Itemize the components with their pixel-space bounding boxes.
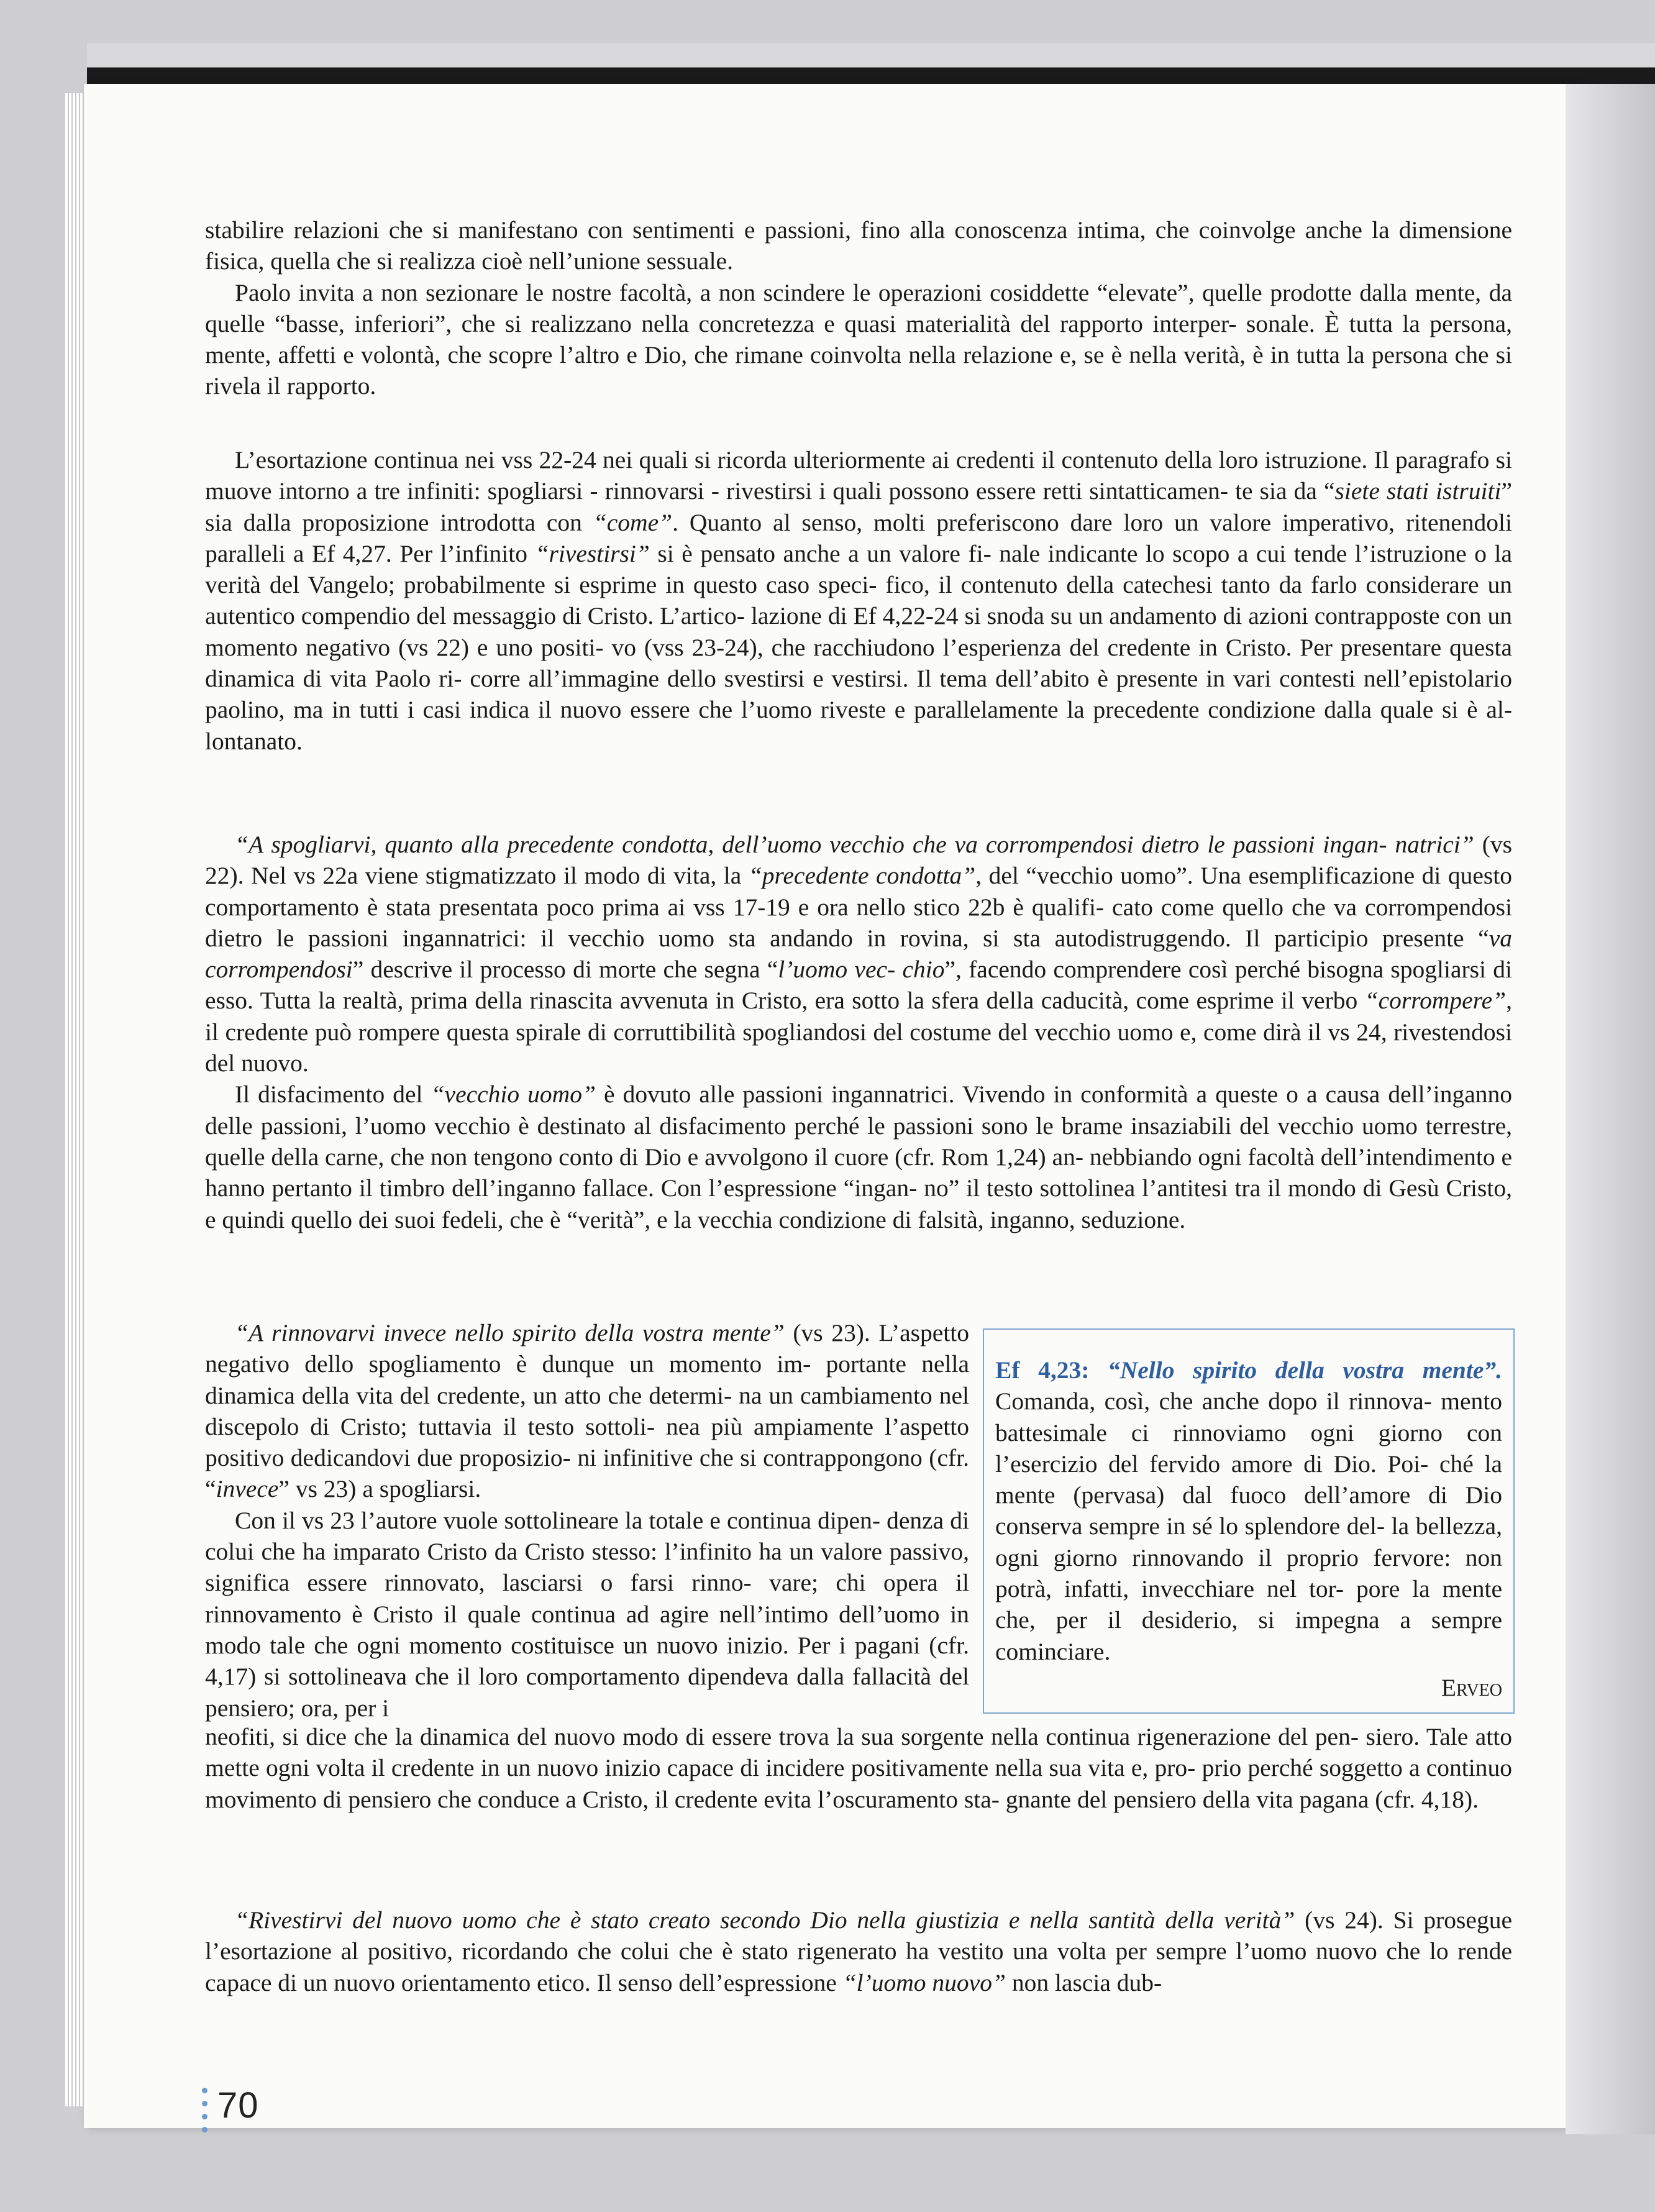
text-run: , il credente può rompere questa spirale di corruttibilità spogliandosi del costume del vecchio uomo e, come dirà il vs 24, rivestendosi del nuovo. — [205, 987, 1512, 1077]
text-run: si è pensato anche a un valore fi- nale indicante lo scopo a cui tende l’istruzione o la verità del Vangelo; probabilmente si esprime in questo caso speci- fico, il contenuto della catechesi tanto da farlo considerare un autentico compendio del messaggio di Cristo. L’artico- lazione di Ef 4,22-24 si snoda su un andamento di azioni contrapposte con un momento negativo (vs 22) e uno positi- vo (vss 23-24), che racchiudono l’esperienza del credente in Cristo. Per presentare questa dinamica di vita Paolo ri- corre all’immagine dello svestirsi e vestirsi. Il tema dell’abito è presente in vari contesti nell’epistolario paolino, ma in tutti i casi indica il nuovo essere che l’uomo riveste e parallelamente la precedente condizione dalla quale si è al- lontanato. — [205, 539, 1512, 755]
italic-text: “corrompere” — [1364, 987, 1507, 1015]
paragraph — [205, 1505, 969, 1724]
text-block-4 — [205, 1721, 1512, 1815]
text-run: ” vs 23) a spogliarsi. — [278, 1475, 481, 1503]
italic-text: siete stati istruiti — [1334, 477, 1502, 505]
text-block-1 — [205, 214, 1512, 402]
paragraph-list — [205, 1904, 1512, 1998]
paragraph-list — [205, 444, 1512, 757]
text-run: (vs 23). L’aspetto negativo dello spogliamento è dunque un momento im- portante nella dinamica della vita del credente, un atto che determi- na un cambiamento nel discepolo di Cristo; tuttavia il testo sottoli- nea più ampiamente l’aspetto positivo dedicandovi due proposizio- ni infinitive che si contrappongono (cfr. “ — [205, 1319, 969, 1503]
text-run: L’esortazione continua nei vss 22-24 nei quali si ricorda ulteriormente ai credenti il contenuto della loro istruzione. Il paragrafo si muove intorno a tre infiniti: spogliarsi - rinnovarsi - rivestirsi i quali possono essere retti sintatticamen- te sia da “ — [205, 446, 1512, 505]
text-block-2 — [205, 444, 1512, 757]
paragraph — [205, 277, 1512, 402]
italic-text: “precedente condotta” — [748, 862, 976, 890]
paragraph: neofiti, si dice che la dinamica del nuovo modo di essere trova la sua sorgente nella continua rigenerazione del pen- siero. Tale atto mette ogni volta il credente in un nuovo inizio capace di incidere positivamente nella sua vita e, pro- prio perché soggetto a continuo movimento di pensiero che conduce a Cristo, il credente evita l’oscuramento sta- gnante del pensiero della vita pagana (cfr. 4,18). — [205, 1723, 1512, 1813]
italic-text: “l’uomo nuovo” — [842, 1968, 1006, 1996]
italic-text: “rivestirsi” — [535, 539, 650, 567]
text-run: Con il vs 23 l’autore vuole sottolineare la totale e continua dipen- denza di colui che ha imparato Cristo da Cristo stesso: l’infinito ha un valore passivo, significa essere rinnovato, lasciarsi o farsi rinno- vare; chi opera il rinnovamento è Cristo il quale continua ad agire nell’intimo dell’uomo in modo tale che ogni momento costituisce un nuovo inizio. Per i pagani (cfr. 4,17) si sottolineava che il loro comportamento dipendeva dalla fallacità del pensiero; ora, per i — [205, 1506, 969, 1722]
left-column-text — [205, 1317, 969, 1724]
text-run: , del “vecchio uomo”. Una esemplificazione di questo comportamento è stata presentata poco prima ai vss 17-19 e ora nello stico 22b è qualifi- cato come quello che va corrompendosi dietro le passioni ingannatrici: il vecchio uomo sta andando in rovina, si sta autodistruggendo. Il participio presente “ — [205, 862, 1512, 952]
text-run: ”, facendo comprendere così perché bisogna spogliarsi di esso. Tutta la realtà, prima della rinascita avvenuta in Cristo, era sotto la sfera della caducità, come esprime il verbo — [205, 956, 1512, 1015]
italic-text: va corrompendosi — [205, 924, 1512, 984]
text-run: Il disfacimento del — [235, 1081, 431, 1108]
scan-edge-top — [87, 43, 1655, 87]
text-block-5 — [205, 1904, 1512, 1998]
text-run: ” descrive il processo di morte che segna “ — [352, 956, 778, 984]
italic-text: “Rivestirvi del nuovo uomo che è stato creato secondo Dio nella giustizia e nella santità della verità” — [235, 1906, 1295, 1934]
text-block-3 — [205, 829, 1512, 1235]
text-run: Paolo invita a non sezionare le nostre facoltà, a non scindere le operazioni cosiddette “elevate”, quelle prodotte dalla mente, da quelle “basse, inferiori”, che si realizzano nella concretezza e quasi materialità del rapporto interper- sonale. È tutta la persona, mente, affetti e volontà, che scopre l’altro e Dio, che rimane coinvolta nella relazione e, se è nella verità, è in tutta la persona che si rivela il rapporto. — [205, 278, 1512, 400]
book-gutter — [1566, 84, 1655, 2134]
italic-text: l’uomo vec- chio — [778, 956, 945, 984]
paragraph-list — [205, 214, 1512, 402]
sidebar-body: Comanda, così, che anche dopo il rinnova- mento battesimale ci rinnoviamo ogni giorno con l’esercizio del fervido amore di Dio. Poi- ché la mente (pervasa) dal fuoco dell’amore di Dio conserva sempre in sé lo splendore del- la bellezza, ogni giorno rinnovando il proprio fervore: non potrà, infatti, invecchiare nel tor- pore la mente che, per il desiderio, si impegna a sempre cominciare. — [995, 1387, 1502, 1665]
sidebar-quote-box — [983, 1328, 1515, 1714]
text-run: è dovuto alle passioni ingannatrici. Vivendo in conformità a queste o a causa dell’inganno delle passioni, l’uomo vecchio è destinato al disfacimento perché le passioni sono le brame insaziabili del vecchio uomo terrestre, quelle della carne, che non tengono conto di Dio e avvolgono il cuore (cfr. Rom 1,24) an- nebbiando ogni facoltà dell’intendimento e hanno pertanto il timbro dell’inganno fallace. Con l’espressione “ingan- no” il testo sottolinea l’antitesi tra il mondo di Gesù Cristo, e quindi quello dei suoi fedeli, che è “verità”, e la vecchia condizione di falsità, inganno, seduzione. — [205, 1081, 1512, 1233]
paragraph-list — [205, 1317, 969, 1724]
text-run: ” sia dalla proposizione introdotta con — [205, 477, 1513, 536]
text-run: (vs 24). Si prosegue l’esortazione al positivo, ricordando che colui che è stato rigenerato ha vestito una volta per sempre l’uomo nuovo che lo rende capace di un nuovo orientamento etico. Il senso dell’espressione — [205, 1906, 1512, 1996]
italic-text: “come” — [593, 508, 673, 536]
text-run: (vs 22). Nel vs 22a viene stigmatizzato il modo di vita, la — [205, 831, 1513, 890]
paragraph — [205, 214, 1512, 277]
page-number: 70 — [217, 2085, 259, 2126]
paragraph — [205, 1079, 1512, 1235]
italic-text: “A spogliarvi, quanto alla precedente condotta, dell’uomo vecchio che va corrompendosi dietro le passioni ingan- natrici” — [235, 831, 1474, 858]
sidebar-author: Erveo — [1441, 1673, 1502, 1701]
paragraph — [205, 444, 1512, 757]
italic-text: “A rinnovarvi invece nello spirito della vostra mente” — [235, 1319, 785, 1346]
italic-text: “vecchio uomo” — [431, 1081, 596, 1108]
sidebar-quote: “Nello spirito della vostra mente”. — [1107, 1356, 1502, 1384]
page-number-dots — [202, 2088, 211, 2140]
paragraph — [205, 1317, 969, 1505]
text-run: stabilire relazioni che si manifestano con sentimenti e passioni, fino alla conoscenza intima, che coinvolge anche la dimensione fisica, quella che si realizza cioè nell’unione sessuale. — [205, 216, 1512, 275]
text-run: non lascia dub- — [1005, 1968, 1162, 1996]
italic-text: invece — [216, 1475, 279, 1503]
sidebar-reference: Ef 4,23: — [995, 1356, 1108, 1384]
paragraph — [205, 829, 1512, 1079]
paragraph-list — [205, 829, 1512, 1235]
paragraph — [205, 1904, 1512, 1998]
text-run: . Quanto al senso, molti preferiscono dare loro un valore imperativo, ritenendoli paralleli a Ef 4,27. Per l’infinito — [205, 508, 1512, 567]
